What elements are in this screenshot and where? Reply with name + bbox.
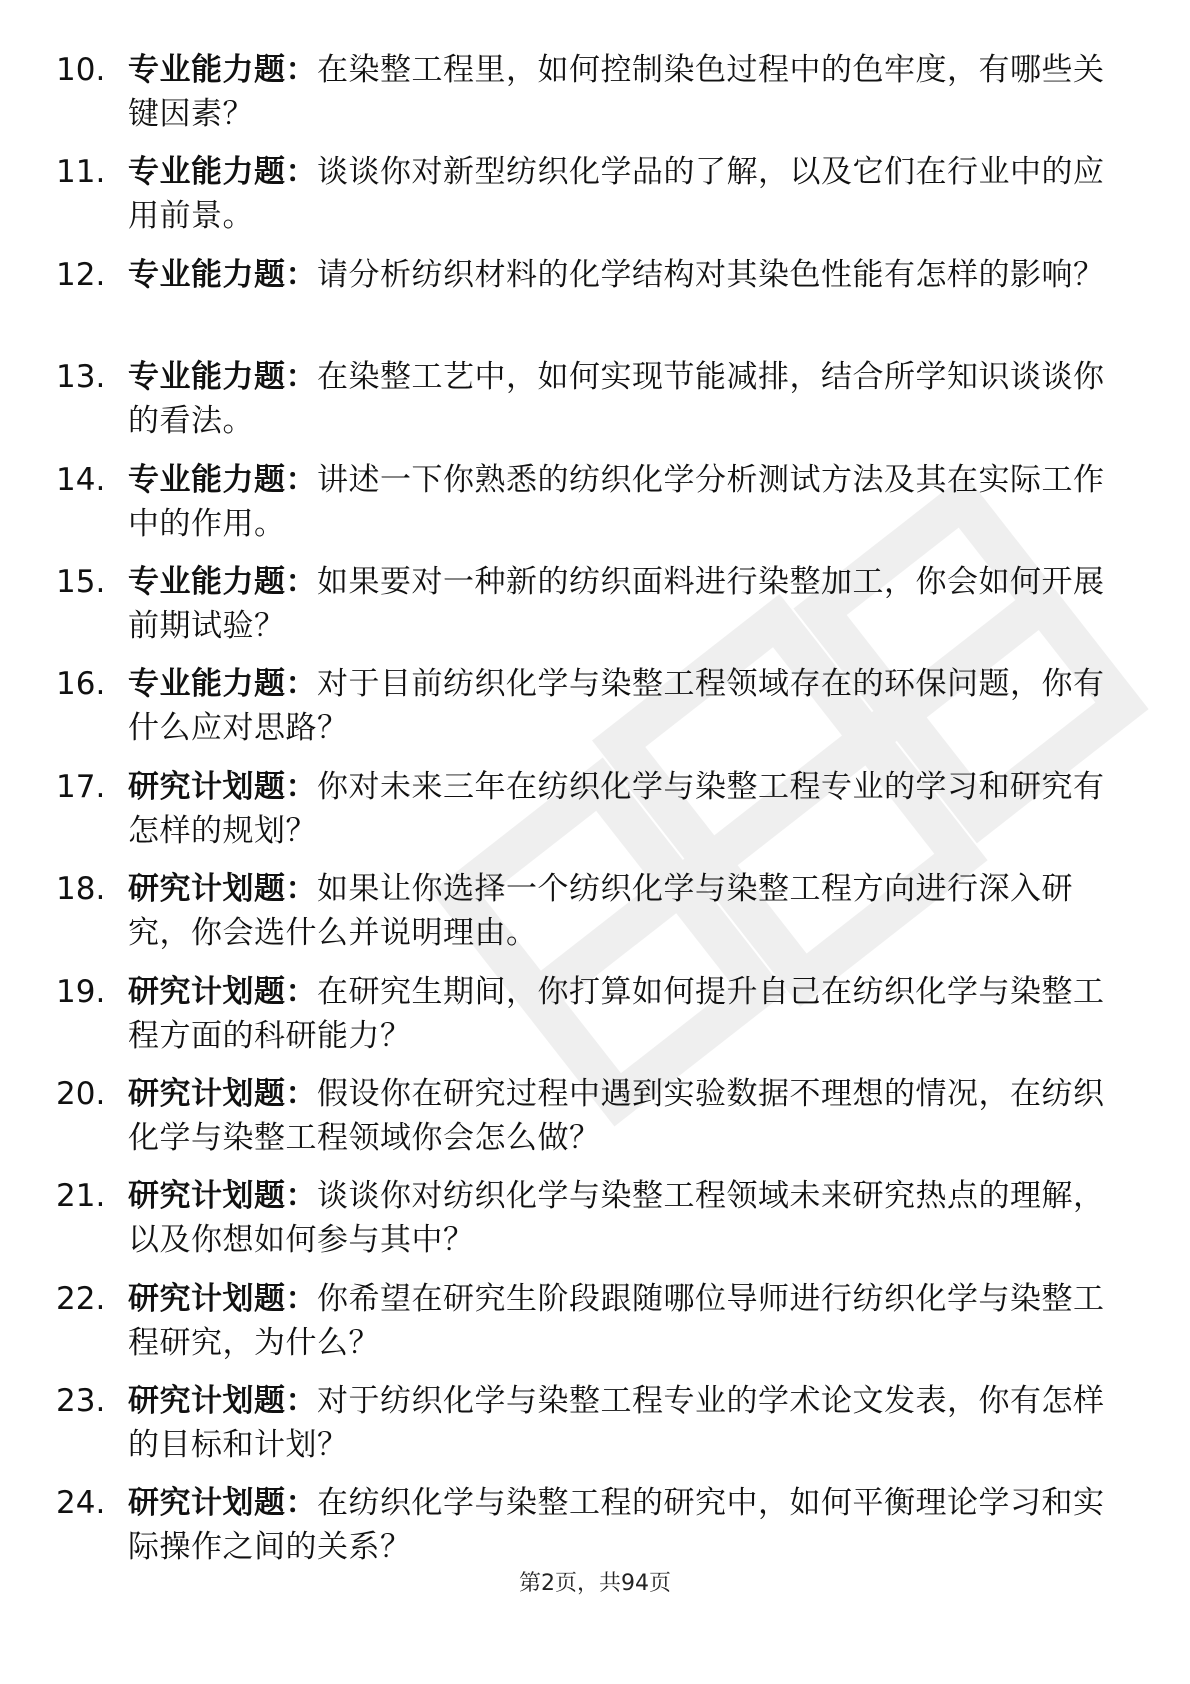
question-text: [128, 1379, 1108, 1467]
question-text: [128, 1174, 1108, 1262]
question-text: [128, 970, 1108, 1058]
question-item: [56, 253, 1116, 355]
question-number: 18.: [56, 871, 106, 908]
question-item: [56, 150, 1116, 252]
question-body: 请分析纺织材料的化学结构对其染色性能有怎样的影响？: [317, 256, 1105, 293]
question-item: [56, 1174, 1116, 1276]
question-text: [128, 867, 1108, 955]
question-body: 谈谈你对新型纺织化学品的了解，以及它们在行业中的应用前景。: [128, 154, 1105, 235]
question-number: 10.: [56, 52, 106, 88]
question-item: [56, 458, 1116, 560]
question-item: [56, 970, 1116, 1072]
question-number: 13.: [56, 359, 106, 396]
question-body: 如果要对一种新的纺织面料进行染整加工，你会如何开展前期试验？: [128, 563, 1105, 644]
question-number: 17.: [56, 768, 106, 805]
question-number: 21.: [56, 1178, 106, 1215]
question-body: 讲述一下你熟悉的纺织化学分析测试方法及其在实际工作中的作用。: [128, 461, 1105, 542]
question-category: 研究计划题：: [128, 871, 317, 908]
question-body: 如果让你选择一个纺织化学与染整工程方向进行深入研究，你会选什么并说明理由。: [128, 871, 1073, 952]
question-body: 在纺织化学与染整工程的研究中，如何平衡理论学习和实际操作之间的关系？: [128, 1485, 1105, 1566]
question-number: 15.: [56, 563, 106, 600]
question-body: 对于目前纺织化学与染整工程领域存在的环保问题，你有什么应对思路？: [128, 666, 1105, 747]
question-item: [56, 560, 1116, 662]
question-number: 20.: [56, 1075, 106, 1112]
question-text: [128, 48, 1108, 136]
question-number: 19.: [56, 973, 106, 1010]
question-category: 专业能力题：: [128, 666, 317, 703]
question-category: 研究计划题：: [128, 1383, 317, 1420]
question-text: [128, 560, 1108, 648]
question-text: [128, 662, 1108, 750]
question-item: [56, 662, 1116, 764]
question-number: 22.: [56, 1280, 106, 1317]
question-body: 在研究生期间，你打算如何提升自己在纺织化学与染整工程方面的科研能力？: [128, 973, 1105, 1054]
question-body: 假设你在研究过程中遇到实验数据不理想的情况，在纺织化学与染整工程领域你会怎么做？: [128, 1075, 1105, 1156]
question-category: 专业能力题：: [128, 563, 317, 600]
question-number: 14.: [56, 461, 106, 498]
question-item: [56, 1277, 1116, 1379]
question-body: 你对未来三年在纺织化学与染整工程专业的学习和研究有怎样的规划？: [128, 768, 1105, 849]
question-text: [128, 253, 1108, 297]
question-category: 研究计划题：: [128, 973, 317, 1010]
question-item: [56, 1379, 1116, 1481]
question-text: [128, 1072, 1108, 1160]
question-item: [56, 765, 1116, 867]
page-number-footer: 第2页，共94页: [519, 1571, 671, 1596]
question-category: 专业能力题：: [128, 256, 317, 293]
question-text: [128, 355, 1108, 443]
question-category: 专业能力题：: [128, 52, 317, 88]
question-category: 专业能力题：: [128, 154, 317, 191]
question-number: 11.: [56, 154, 106, 191]
question-category: 研究计划题：: [128, 1485, 317, 1522]
question-category: 研究计划题：: [128, 1075, 317, 1112]
question-category: 研究计划题：: [128, 1178, 317, 1215]
question-item: [56, 1072, 1116, 1174]
question-category: 研究计划题：: [128, 768, 317, 805]
question-text: [128, 150, 1108, 238]
question-body: 谈谈你对纺织化学与染整工程领域未来研究热点的理解，以及你想如何参与其中？: [128, 1178, 1105, 1259]
question-body: 在染整工程里，如何控制染色过程中的色牢度，有哪些关键因素？: [128, 52, 1105, 132]
question-number: 23.: [56, 1383, 106, 1420]
question-item: [56, 48, 1116, 150]
question-category: 专业能力题：: [128, 461, 317, 498]
question-text: [128, 1277, 1108, 1365]
question-item: [56, 1481, 1116, 1583]
question-body: 在染整工艺中，如何实现节能减排，结合所学知识谈谈你的看法。: [128, 359, 1105, 440]
question-list: [56, 48, 1116, 1584]
question-category: 研究计划题：: [128, 1280, 317, 1317]
question-number: 16.: [56, 666, 106, 703]
question-text: [128, 1481, 1108, 1569]
question-body: 你希望在研究生阶段跟随哪位导师进行纺织化学与染整工程研究，为什么？: [128, 1280, 1105, 1361]
question-number: 24.: [56, 1485, 106, 1522]
question-body: 对于纺织化学与染整工程专业的学术论文发表，你有怎样的目标和计划？: [128, 1383, 1105, 1464]
question-text: [128, 765, 1108, 853]
question-category: 专业能力题：: [128, 359, 317, 396]
question-item: [56, 355, 1116, 457]
question-number: 12.: [56, 256, 106, 293]
question-text: [128, 458, 1108, 546]
question-item: [56, 867, 1116, 969]
